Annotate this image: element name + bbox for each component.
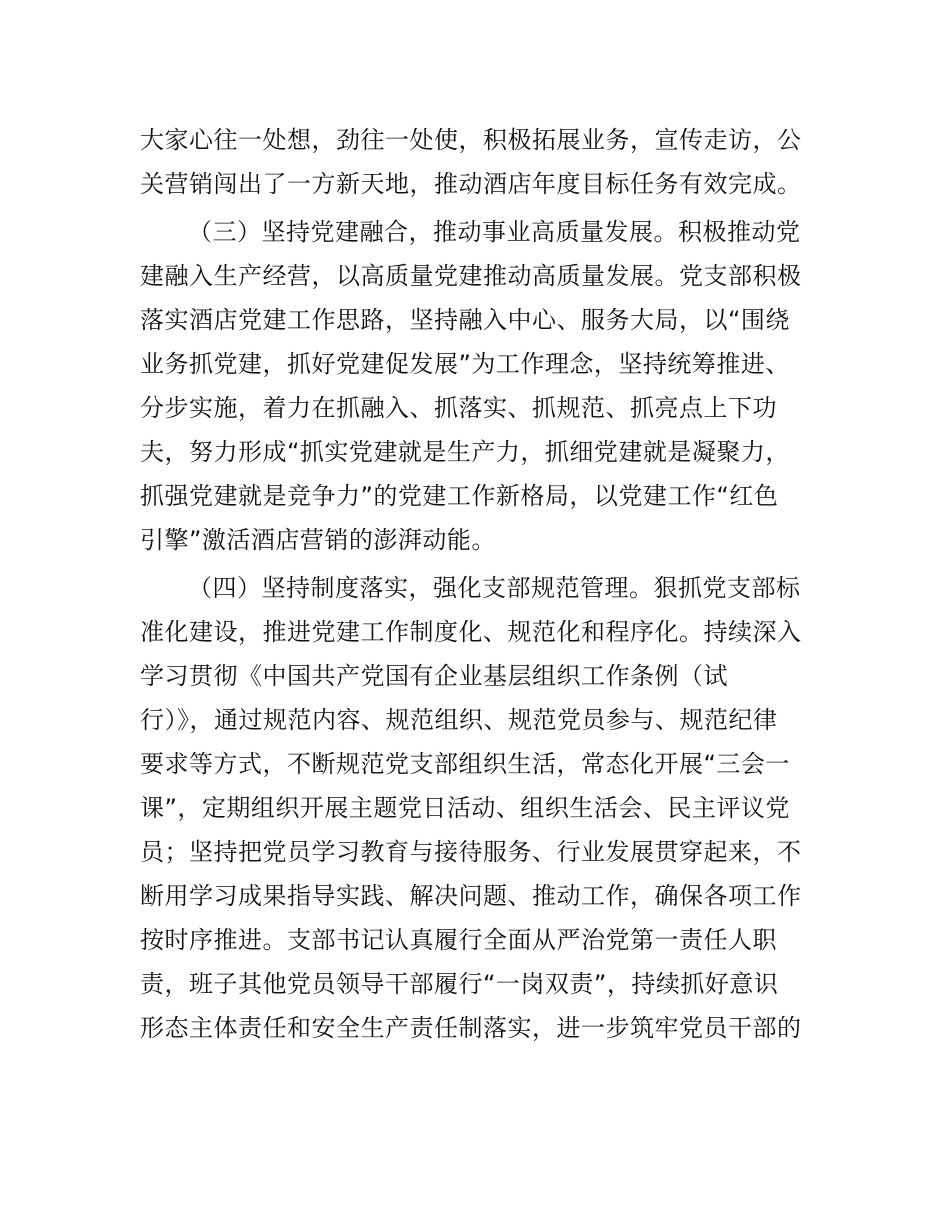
text-line: 行）》，通过规范内容、规范组织、规范党员参与、规范纪律 (140, 706, 778, 734)
text-line: 责，班子其他党员领导干部履行“一岗双责”，持续抓好意识 (140, 970, 779, 998)
text-line: 大家心往一处想，劲往一处使，积极拓展业务，宣传走访，公 (140, 126, 802, 154)
text-line: 员；坚持把党员学习教育与接待服务、行业发展贯穿起来，不 (140, 838, 802, 866)
text-line: 准化建设，推进党建工作制度化、规范化和程序化。持续深入 (140, 618, 802, 646)
text-line: 落实酒店党建工作思路，坚持融入中心、服务大局，以“围绕 (140, 306, 790, 334)
document-body (140, 118, 815, 1050)
paragraph-section-3 (140, 210, 815, 562)
paragraph-continuation (140, 118, 815, 206)
text-line: 抓强党建就是竞争力”的党建工作新格局，以党建工作“红色 (140, 482, 779, 510)
text-line: 学习贯彻《中国共产党国有企业基层组织工作条例（试 (140, 662, 728, 690)
text-line: 建融入生产经营，以高质量党建推动高质量发展。党支部积极 (140, 262, 802, 290)
text-line: 形态主体责任和安全生产责任制落实，进一步筑牢党员干部的 (140, 1014, 802, 1042)
text-line: 业务抓党建，抓好党建促发展”为工作理念，坚持统筹推进、 (140, 350, 790, 378)
text-line: 断用学习成果指导实践、解决问题、推动工作，确保各项工作 (140, 882, 802, 910)
text-line: 夫，努力形成“抓实党建就是生产力，抓细党建就是凝聚力， (140, 438, 790, 466)
text-line: 课”，定期组织开展主题党日活动、组织生活会、民主评议党 (140, 794, 790, 822)
text-line: 按时序推进。支部书记认真履行全面从严治党第一责任人职 (140, 926, 777, 954)
text-line: 要求等方式，不断规范党支部组织生活，常态化开展“三会一 (140, 750, 790, 778)
text-line: 关营销闯出了一方新天地，推动酒店年度目标任务有效完成。 (140, 170, 802, 198)
text-line: 引擎”激活酒店营销的澎湃动能。 (140, 526, 496, 554)
text-line: （三）坚持党建融合，推动事业高质量发展。积极推动党 (188, 218, 801, 246)
paragraph-section-4 (140, 566, 815, 1050)
text-line: （四）坚持制度落实，强化支部规范管理。狠抓党支部标 (188, 574, 801, 602)
text-line: 分步实施，着力在抓融入、抓落实、抓规范、抓亮点上下功 (140, 394, 777, 422)
